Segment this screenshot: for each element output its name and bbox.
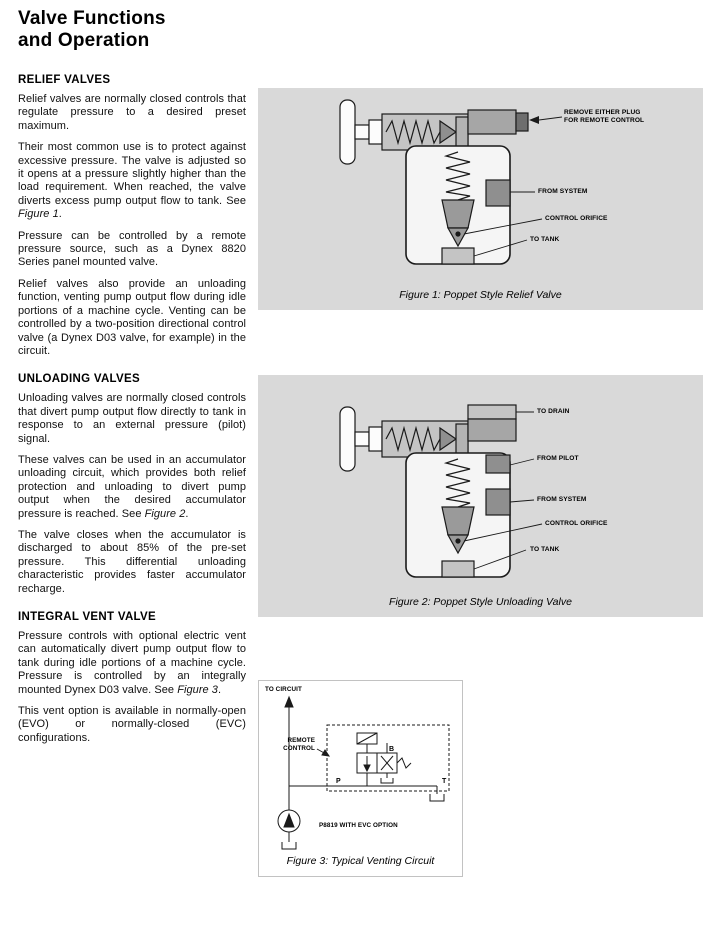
to-circuit-arrowhead [285,697,293,707]
tank-port [442,561,474,577]
figure1-label-control-orifice: CONTROL ORIFICE [545,215,608,222]
figure2-caption: Figure 2: Poppet Style Unloading Valve [389,596,572,608]
main-poppet [442,200,474,228]
figure2-unloading-valve-drawing [258,375,703,617]
pilot-port [486,455,510,473]
figure3-label-to-circuit: TO CIRCUIT [265,686,302,693]
adjust-stem [355,432,369,446]
page-title-line2: and Operation [18,30,150,51]
figure-3 [258,680,463,877]
figure2-label-from-system: FROM SYSTEM [537,496,587,503]
figure1-label-remove-plug [564,109,644,125]
figure2-label-to-drain: TO DRAIN [537,408,570,415]
handwheel [340,100,355,164]
system-port [486,489,510,515]
section-heading: RELIEF VALVES [18,74,111,86]
figure1-caption: Figure 1: Poppet Style Relief Valve [399,289,562,301]
tank-port [442,248,474,264]
text-column [18,74,246,753]
paragraph: Relief valves are normally closed controls that regulate pressure to a desired preset maximum. [18,93,246,132]
right-tank-symbol [430,794,444,801]
figure3-label-remote-control [281,737,315,753]
pilot-seat [456,424,468,454]
valve-spring-symbol [397,758,411,768]
pump-triangle [284,814,294,827]
plug-housing [468,110,516,134]
paragraph: Their most common use is to protect against excessive pressure. The valve is adjusted so it opens at a pressure slightly higher than the load requirement. When reached, the valve diverts excess pump output flow to tank. See Figure 1. [18,141,246,221]
paragraph: This vent option is available in normally-open (EVO) or normally-closed (EVC) configurations. [18,705,246,744]
remote-plug [516,113,528,131]
figure3-label-model-note: P8819 WITH EVC OPTION [319,822,398,829]
figure3-venting-circuit-drawing [259,681,462,876]
locknut [369,120,382,144]
paragraph: Unloading valves are normally closed controls that divert pump output flow directly to tank in response to an external pressure (pilot) signal. [18,392,246,445]
figure1-label-from-system: FROM SYSTEM [538,188,588,195]
pilot-seat [456,117,468,147]
port-label-p: P [336,778,341,785]
figure2-label-control-orifice: CONTROL ORIFICE [545,520,608,527]
paragraph: Pressure controls with optional electric vent can automatically divert pump output flow to tank during idle portions of a machine cycle. Pressure is controlled by an integrally mounted Dynex D03 valve. See Figure 3. [18,630,246,696]
label-line: CONTROL [283,745,315,752]
paragraph: The valve closes when the accumulator is discharged to about 85% of the pre-set pressure. This differential unloading characteristic provides faster accumulator recharge. [18,528,246,595]
plug-arrowhead [529,116,539,124]
handwheel [340,407,355,471]
page-title-line1: Valve Functions [18,8,166,29]
label-line: FOR REMOTE CONTROL [564,117,645,124]
valve-tank-symbol [381,778,393,783]
main-poppet [442,507,474,535]
figure-1 [258,88,703,310]
label-line: REMOVE EITHER PLUG [564,109,641,116]
figure2-label-to-tank: TO TANK [530,546,560,553]
locknut [369,427,382,451]
control-orifice-hole [456,232,460,236]
paragraph: These valves can be used in an accumulator unloading circuit, which provides both relief protection and unloading to divert pump output when the desired accumulator pressure is reached. See Figure 2. [18,453,246,520]
section-heading: INTEGRAL VENT VALVE [18,611,156,623]
valve-cross-section [340,100,528,264]
figure1-label-to-tank: TO TANK [530,236,560,243]
port-label-t: T [442,778,447,785]
drain-pipe [468,405,516,419]
figure2-label-from-pilot: FROM PILOT [537,455,579,462]
control-orifice-hole [456,539,460,543]
adjust-stem [355,125,369,139]
remote-control-arrowhead [322,750,329,756]
figure-2 [258,375,703,617]
section-heading: UNLOADING VALVES [18,373,140,386]
plug-housing [468,419,516,441]
paragraph: Pressure can be controlled by a remote pressure source, such as a Dynex 8820 Series panel mounted valve. [18,229,246,269]
port-label-b: B [389,746,395,753]
figure3-caption: Figure 3: Typical Venting Circuit [286,855,435,867]
pump-tank-symbol [282,842,296,849]
label-line: REMOTE [287,737,315,744]
system-port [486,180,510,206]
valve-cross-section [340,405,516,577]
paragraph: Relief valves also provide an unloading function, venting pump output flow during idle portions of a machine cycle. Venting can be controlled by a two-position directional control valve (a Dynex D03 valve, for example) in the circuit. [18,277,246,357]
page-title [18,8,166,52]
